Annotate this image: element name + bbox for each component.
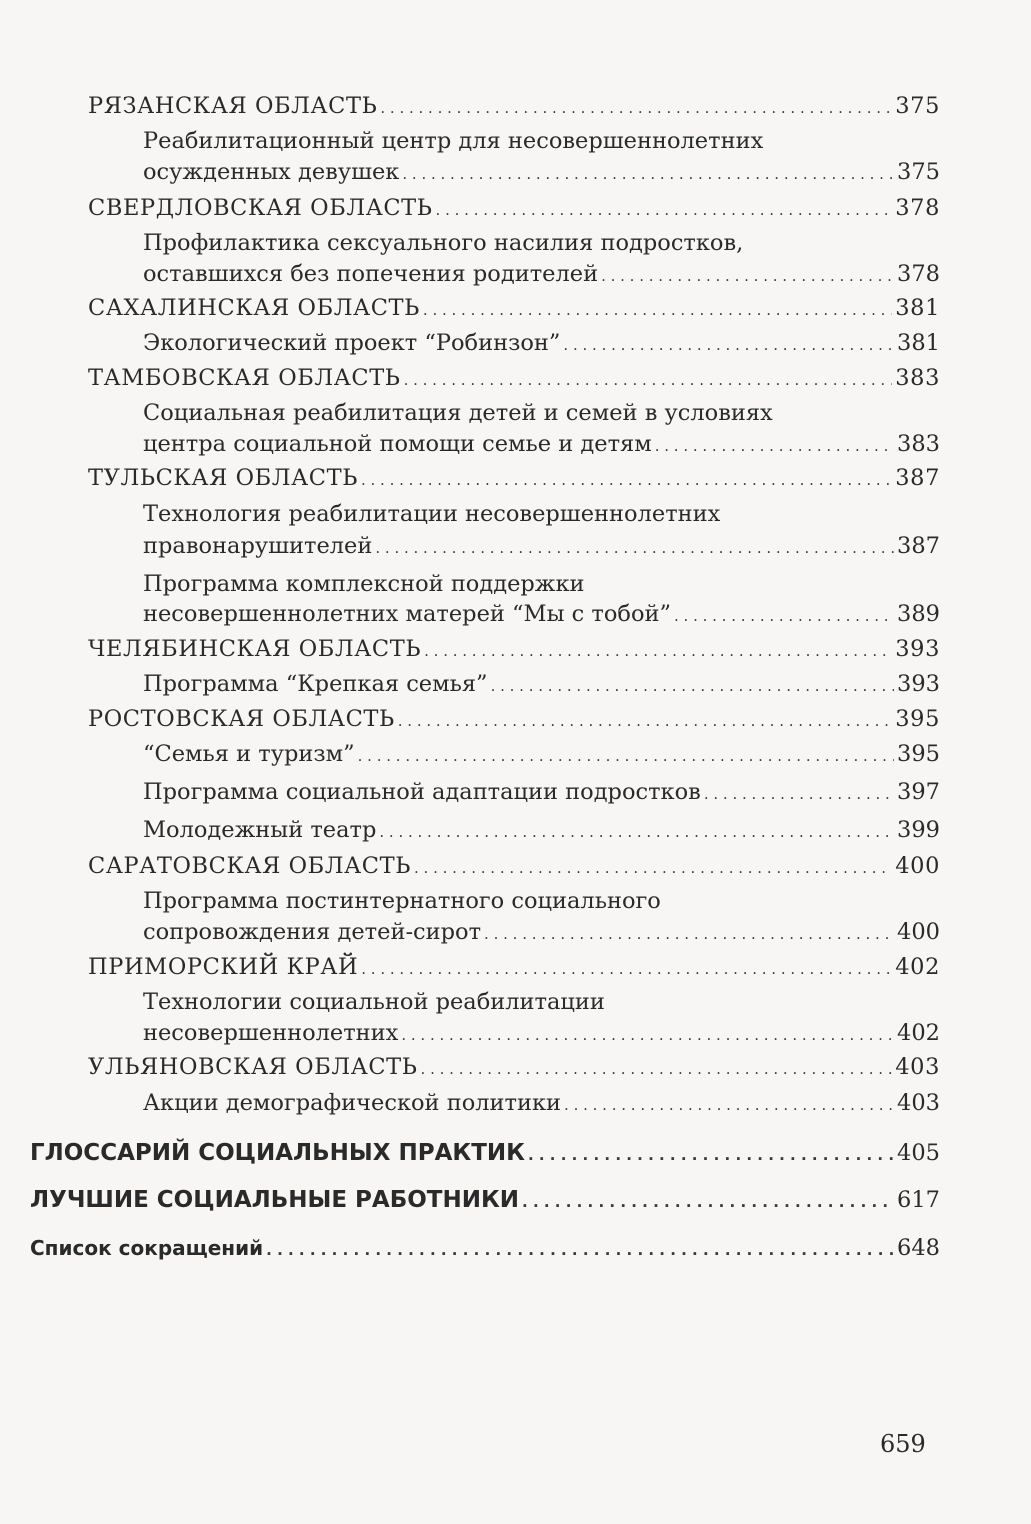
toc-title: “Семья и туризм”	[143, 741, 355, 767]
toc-title: ПРИМОРСКИЙ КРАЙ	[88, 954, 359, 980]
toc-page-number: 383	[895, 365, 940, 391]
leader-dots	[704, 776, 894, 810]
toc-title: Список сокращений	[30, 1236, 264, 1260]
toc-title-line2: сопровождения детей-сирот	[143, 919, 482, 945]
toc-page-number: 378	[895, 195, 940, 221]
leader-dots	[421, 1051, 893, 1085]
toc-title-line1: Технологии социальной реабилитации	[143, 989, 605, 1015]
toc-page-number: 375	[895, 93, 940, 119]
toc-page-number: 393	[895, 636, 940, 662]
toc-page-number: 375	[897, 159, 940, 185]
toc-title-line2: несовершеннолетних	[143, 1020, 399, 1046]
leader-dots	[423, 292, 892, 326]
toc-page-number: 403	[897, 1090, 940, 1116]
toc-title: САХАЛИНСКАЯ ОБЛАСТЬ	[88, 295, 420, 321]
toc-page-number: 381	[897, 330, 940, 356]
leader-dots	[563, 327, 894, 361]
toc-item-ulyanovsk-1	[143, 1087, 940, 1121]
toc-title: ГЛОССАРИЙ СОЦИАЛЬНЫХ ПРАКТИК	[30, 1140, 525, 1166]
toc-title: Программа социальной адаптации подростков	[143, 779, 701, 805]
toc-section-glossary	[30, 1137, 940, 1171]
leader-dots	[361, 462, 892, 496]
toc-title-line2: правонарушителей	[143, 533, 373, 559]
leader-dots	[404, 362, 893, 396]
toc-page-number: 399	[897, 817, 940, 843]
toc-page-number: 395	[897, 741, 940, 767]
toc-region-saratov	[88, 850, 940, 884]
toc-title-line2: несовершеннолетних матерей “Мы с тобой”	[143, 601, 671, 627]
leader-dots	[380, 90, 892, 124]
toc-region-primorsky	[88, 951, 940, 985]
toc-page-number: 389	[897, 601, 940, 627]
leader-dots	[424, 633, 892, 667]
toc-item-rostov-3	[143, 814, 940, 848]
leader-dots	[402, 156, 894, 190]
toc-page-number: 387	[897, 533, 940, 559]
toc-title: Акции демографической политики	[143, 1090, 562, 1116]
toc-region-ulyanovsk	[88, 1051, 940, 1085]
toc-page-number: 387	[895, 465, 940, 491]
leader-dots	[655, 428, 894, 462]
toc-region-tambov	[88, 362, 940, 396]
toc-title-line2: центра социальной помощи семье и детям	[143, 431, 652, 457]
leader-dots	[401, 1017, 894, 1051]
toc-page-number: 403	[895, 1054, 940, 1080]
toc-region-ryazan	[88, 90, 940, 124]
toc-section-best-workers	[30, 1184, 940, 1218]
toc-item-sakhalin-1	[143, 327, 940, 361]
toc-title: ТУЛЬСКАЯ ОБЛАСТЬ	[88, 465, 358, 491]
toc-section-abbreviations	[30, 1232, 940, 1266]
toc-title-line1: Социальная реабилитация детей и семей в условиях	[143, 400, 773, 426]
toc-title: Молодежный театр	[143, 817, 377, 843]
toc-title: ТАМБОВСКАЯ ОБЛАСТЬ	[88, 365, 401, 391]
toc-title: РЯЗАНСКАЯ ОБЛАСТЬ	[88, 93, 378, 119]
toc-title: ЧЕЛЯБИНСКАЯ ОБЛАСТЬ	[88, 636, 422, 662]
toc-page-number: 648	[897, 1235, 940, 1261]
toc-title: Программа “Крепкая семья”	[143, 671, 488, 697]
leader-dots	[601, 258, 894, 292]
toc-title-line1: Технология реабилитации несовершеннолетних	[143, 501, 721, 527]
toc-region-sakhalin	[88, 292, 940, 326]
toc-title: ЛУЧШИЕ СОЦИАЛЬНЫЕ РАБОТНИКИ	[30, 1187, 520, 1213]
leader-dots	[379, 814, 894, 848]
toc-title: СВЕРДЛОВСКАЯ ОБЛАСТЬ	[88, 195, 433, 221]
toc-title-line2: оставшихся без попечения родителей	[143, 261, 599, 287]
toc-title-line1: Реабилитационный центр для несовершеннолетних	[143, 128, 764, 154]
toc-title-line2: осужденных девушек	[143, 159, 400, 185]
toc-page-number: 395	[895, 706, 940, 732]
leader-dots	[375, 530, 894, 564]
toc-page-number: 400	[897, 919, 940, 945]
toc-page-number: 383	[897, 431, 940, 457]
toc-title: САРАТОВСКАЯ ОБЛАСТЬ	[88, 853, 411, 879]
toc-region-chelyabinsk	[88, 633, 940, 667]
toc-region-tula	[88, 462, 940, 496]
page-folio-number: 659	[880, 1430, 926, 1458]
toc-region-rostov	[88, 703, 940, 737]
leader-dots	[361, 951, 892, 985]
toc-page-number: 405	[897, 1140, 940, 1166]
toc-title-line1: Программа постинтернатного социального	[143, 888, 661, 914]
leader-dots	[564, 1087, 894, 1121]
toc-page-number: 402	[897, 1020, 940, 1046]
toc-page-number: 617	[897, 1187, 940, 1213]
toc-item-rostov-2	[143, 776, 940, 810]
toc-page-number: 381	[895, 295, 940, 321]
leader-dots	[528, 1137, 894, 1171]
toc-title-line1: Программа комплексной поддержки	[143, 571, 585, 597]
toc-page-number: 397	[897, 779, 940, 805]
toc-page-number: 378	[897, 261, 940, 287]
toc-page-number: 393	[897, 671, 940, 697]
leader-dots	[266, 1232, 894, 1266]
toc-title-line1: Профилактика сексуального насилия подростков,	[143, 230, 744, 256]
toc-item-chelyabinsk-1	[143, 668, 940, 702]
leader-dots	[674, 598, 894, 632]
leader-dots	[414, 850, 892, 884]
leader-dots	[522, 1184, 894, 1218]
leader-dots	[491, 668, 894, 702]
toc-page-number: 400	[895, 853, 940, 879]
toc-title: УЛЬЯНОВСКАЯ ОБЛАСТЬ	[88, 1054, 418, 1080]
leader-dots	[484, 916, 894, 950]
toc-page-number: 402	[895, 954, 940, 980]
toc-title: РОСТОВСКАЯ ОБЛАСТЬ	[88, 706, 395, 732]
toc-item-rostov-1	[143, 738, 940, 772]
leader-dots	[358, 738, 894, 772]
toc-region-sverdlovsk	[88, 192, 940, 226]
leader-dots	[398, 703, 892, 737]
leader-dots	[436, 192, 893, 226]
toc-title: Экологический проект “Робинзон”	[143, 330, 561, 356]
